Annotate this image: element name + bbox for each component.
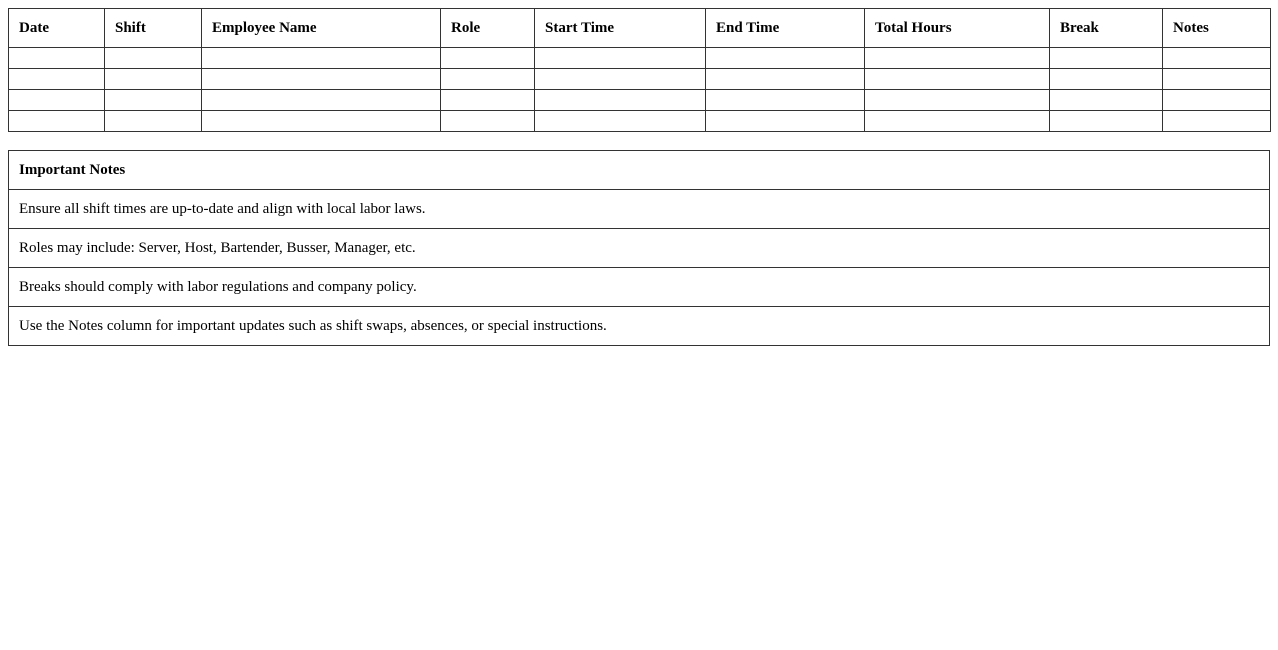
- column-header-break: Break: [1050, 9, 1163, 48]
- table-cell[interactable]: [1163, 48, 1271, 69]
- table-cell[interactable]: [441, 111, 535, 132]
- table-cell[interactable]: [706, 69, 865, 90]
- shift-schedule-table: [8, 8, 1271, 132]
- table-cell[interactable]: [441, 69, 535, 90]
- table-cell[interactable]: [9, 90, 105, 111]
- table-cell[interactable]: [202, 48, 441, 69]
- table-cell[interactable]: [706, 111, 865, 132]
- important-notes-table: [8, 150, 1270, 346]
- table-cell[interactable]: [865, 90, 1050, 111]
- table-cell[interactable]: [706, 90, 865, 111]
- note-text: Use the Notes column for important updates such as shift swaps, absences, or special instructions.: [9, 307, 1270, 346]
- table-cell[interactable]: [1050, 111, 1163, 132]
- list-item: [9, 190, 1270, 229]
- table-cell[interactable]: [9, 48, 105, 69]
- notes-header-row: [9, 151, 1270, 190]
- table-cell[interactable]: [535, 90, 706, 111]
- note-text: Breaks should comply with labor regulations and company policy.: [9, 268, 1270, 307]
- important-notes-heading: Important Notes: [9, 151, 1270, 190]
- note-text: Roles may include: Server, Host, Bartender, Busser, Manager, etc.: [9, 229, 1270, 268]
- table-cell[interactable]: [105, 111, 202, 132]
- table-cell[interactable]: [1050, 69, 1163, 90]
- list-item: [9, 268, 1270, 307]
- column-header-role: Role: [441, 9, 535, 48]
- column-header-shift: Shift: [105, 9, 202, 48]
- table-cell[interactable]: [865, 48, 1050, 69]
- table-cell[interactable]: [441, 48, 535, 69]
- list-item: [9, 307, 1270, 346]
- table-cell[interactable]: [9, 69, 105, 90]
- table-row: [9, 48, 1271, 69]
- table-header-row: [9, 9, 1271, 48]
- column-header-start-time: Start Time: [535, 9, 706, 48]
- column-header-total-hours: Total Hours: [865, 9, 1050, 48]
- table-row: [9, 69, 1271, 90]
- table-cell[interactable]: [9, 111, 105, 132]
- table-cell[interactable]: [1050, 48, 1163, 69]
- table-cell[interactable]: [1163, 90, 1271, 111]
- table-cell[interactable]: [202, 90, 441, 111]
- column-header-end-time: End Time: [706, 9, 865, 48]
- column-header-date: Date: [9, 9, 105, 48]
- table-cell[interactable]: [535, 48, 706, 69]
- table-cell[interactable]: [535, 111, 706, 132]
- table-cell[interactable]: [202, 111, 441, 132]
- note-text: Ensure all shift times are up-to-date and align with local labor laws.: [9, 190, 1270, 229]
- table-cell[interactable]: [1050, 90, 1163, 111]
- table-cell[interactable]: [535, 69, 706, 90]
- table-cell[interactable]: [865, 111, 1050, 132]
- table-cell[interactable]: [441, 90, 535, 111]
- table-cell[interactable]: [105, 69, 202, 90]
- table-cell[interactable]: [105, 48, 202, 69]
- column-header-employee-name: Employee Name: [202, 9, 441, 48]
- table-cell[interactable]: [105, 90, 202, 111]
- list-item: [9, 229, 1270, 268]
- table-cell[interactable]: [1163, 111, 1271, 132]
- column-header-notes: Notes: [1163, 9, 1271, 48]
- table-row: [9, 111, 1271, 132]
- table-cell[interactable]: [1163, 69, 1271, 90]
- table-row: [9, 90, 1271, 111]
- table-cell[interactable]: [706, 48, 865, 69]
- table-cell[interactable]: [865, 69, 1050, 90]
- table-cell[interactable]: [202, 69, 441, 90]
